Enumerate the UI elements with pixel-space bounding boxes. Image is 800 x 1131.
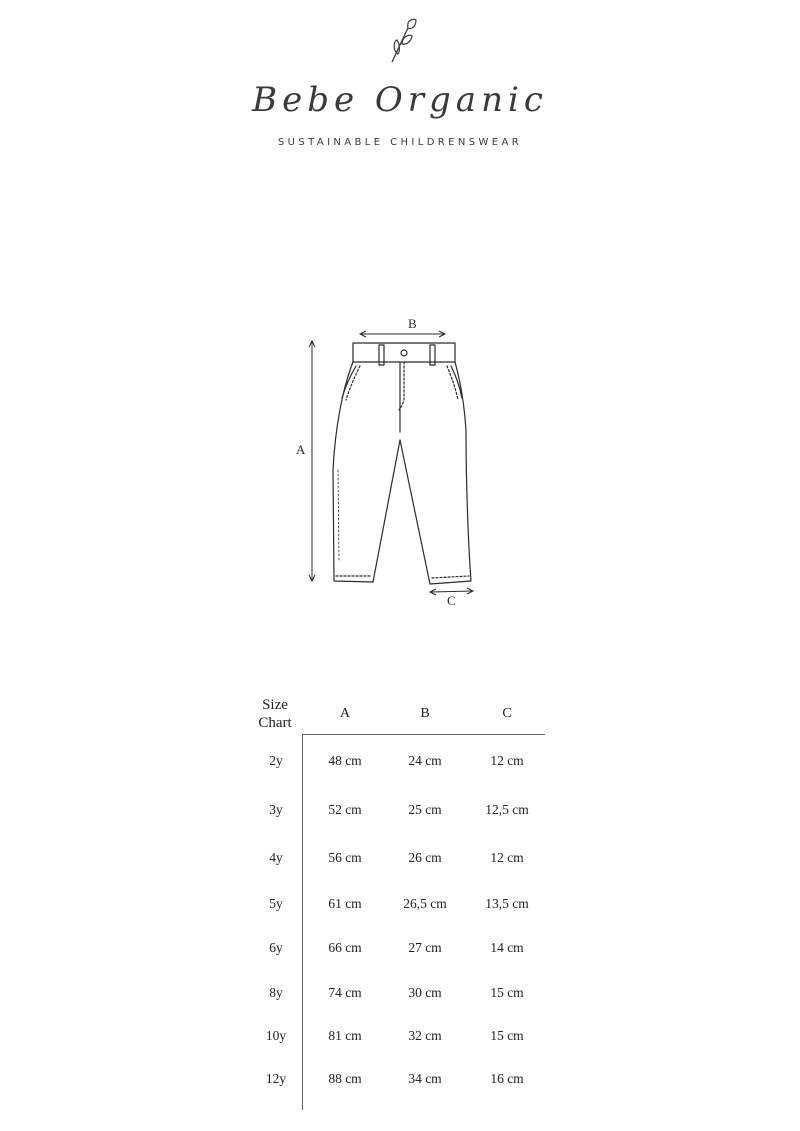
measurement-a: 74 cm bbox=[328, 985, 362, 1000]
size-label: 8y bbox=[269, 985, 283, 1000]
measurement-a: 48 cm bbox=[328, 753, 362, 768]
measurement-c: 14 cm bbox=[490, 940, 524, 955]
column-header-a: A bbox=[339, 706, 351, 721]
trousers-outline bbox=[333, 362, 471, 584]
size-label: 3y bbox=[269, 802, 283, 817]
brand-tagline: SUSTAINABLE CHILDRENSWEAR bbox=[277, 137, 523, 148]
header-divider bbox=[302, 734, 545, 735]
waistband bbox=[353, 343, 455, 362]
column-header-b: B bbox=[420, 706, 430, 721]
size-chart-table bbox=[240, 690, 560, 1110]
button-icon bbox=[401, 350, 407, 356]
measurement-a: 66 cm bbox=[328, 940, 362, 955]
column-header-c: C bbox=[502, 706, 512, 721]
measurement-b: 25 cm bbox=[408, 802, 442, 817]
measurement-b: 26 cm bbox=[408, 850, 442, 865]
pocket bbox=[342, 366, 356, 398]
measurement-a: 81 cm bbox=[328, 1028, 362, 1043]
measurement-a: 52 cm bbox=[328, 802, 362, 817]
measurement-b: 27 cm bbox=[408, 940, 442, 955]
dimension-c-label: C bbox=[447, 593, 456, 608]
measurement-b: 24 cm bbox=[408, 753, 442, 768]
measurement-b: 34 cm bbox=[408, 1071, 442, 1086]
dimension-a-label: A bbox=[296, 442, 306, 457]
size-label: 10y bbox=[265, 1028, 287, 1043]
measurement-c: 12,5 cm bbox=[485, 802, 529, 817]
measurement-b: 30 cm bbox=[408, 985, 442, 1000]
measurement-c: 13,5 cm bbox=[485, 896, 529, 911]
size-chart-corner bbox=[258, 696, 291, 732]
dimension-b-label: B bbox=[408, 316, 417, 331]
size-label: 5y bbox=[269, 896, 283, 911]
measurement-b: 26,5 cm bbox=[403, 896, 447, 911]
size-column-divider bbox=[302, 734, 303, 1110]
size-label: 4y bbox=[269, 850, 283, 865]
corner-line-2: Chart bbox=[258, 715, 292, 731]
measurement-a: 88 cm bbox=[328, 1071, 362, 1086]
size-label: 6y bbox=[269, 940, 283, 955]
size-label: 12y bbox=[265, 1071, 287, 1086]
measurement-c: 15 cm bbox=[490, 1028, 524, 1043]
measurement-c: 12 cm bbox=[490, 850, 524, 865]
measurement-a: 61 cm bbox=[328, 896, 362, 911]
dimension-c-line bbox=[431, 591, 472, 592]
measurement-c: 12 cm bbox=[490, 753, 524, 768]
size-label: 2y bbox=[269, 753, 283, 768]
measurement-c: 16 cm bbox=[490, 1071, 524, 1086]
corner-line-1: Size bbox=[262, 697, 288, 713]
measurement-a: 56 cm bbox=[328, 850, 362, 865]
measurement-c: 15 cm bbox=[490, 985, 524, 1000]
brand-name: Bebe Organic bbox=[252, 80, 548, 120]
measurement-b: 32 cm bbox=[408, 1028, 442, 1043]
